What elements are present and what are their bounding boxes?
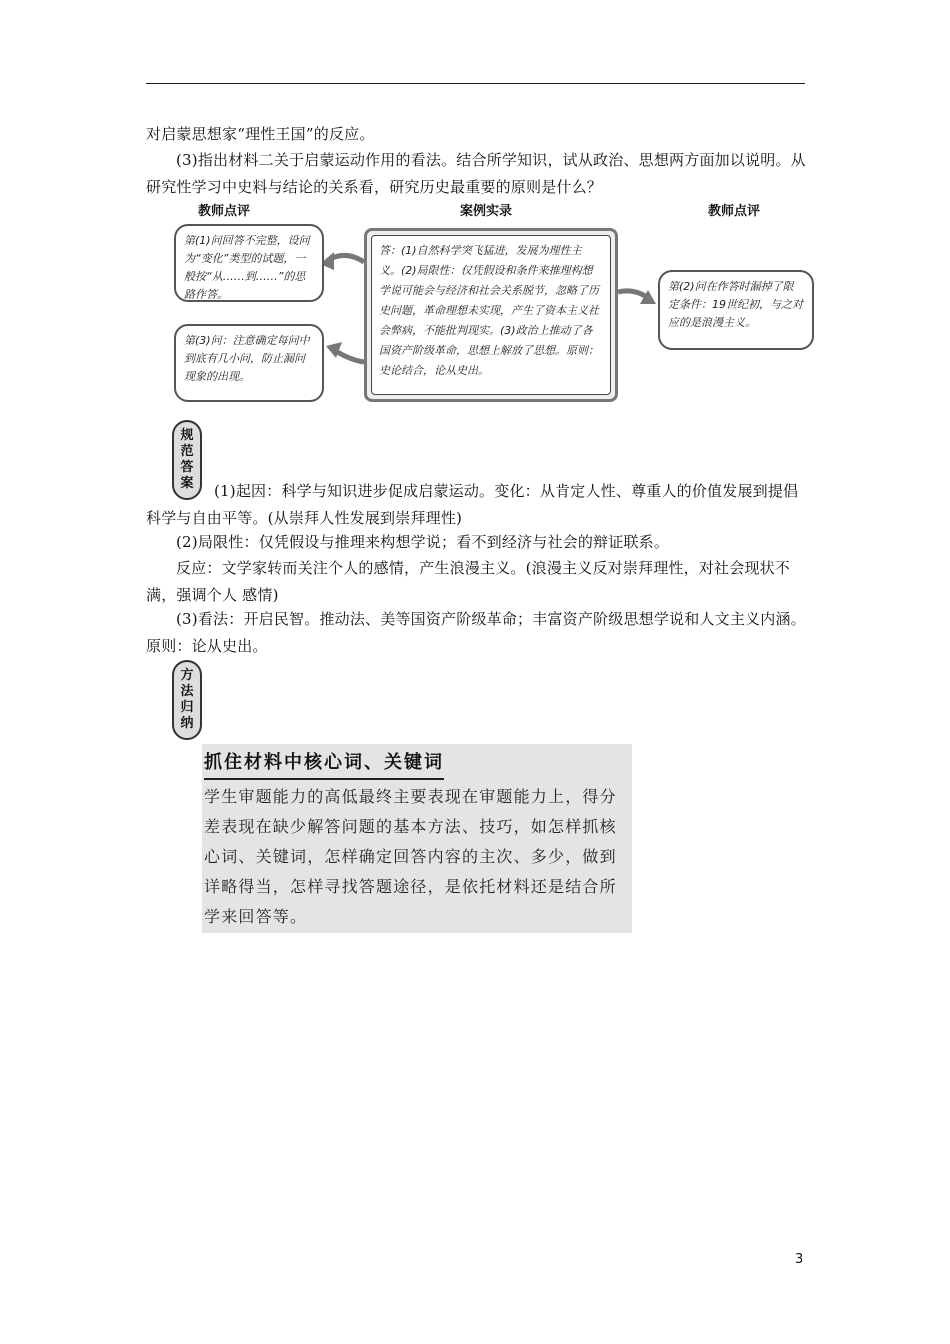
text-line-reaction: 对启蒙思想家“理性王国”的反应。 [146, 125, 375, 143]
head-case-record: 案例实录 [460, 204, 513, 219]
method-box [202, 744, 632, 933]
case-record-text: 答：(1)自然科学突飞猛进，发展为理性主义。(2)局限性：仅凭假设和条件来推理构想学说可能会与经济和社会关系脱节，忽略了历史问题，革命理想未实现，产生了资本主义社会弊病，不能批判现实。(3)政治上推动了各国资产阶级革命，思想上解放了思想。原则：史论结合，论从史出。 [371, 235, 611, 395]
comment-box-right: 第(2)问在作答时漏掉了限定条件：19世纪初，与之对应的是浪漫主义。 [658, 270, 814, 350]
badge-method-summary: 方 法 归 纳 [172, 660, 202, 740]
method-title: 抓住材料中核心词、关键词 [204, 748, 444, 780]
arrow-to-right [618, 291, 648, 298]
answer-1: (1)起因：科学与知识进步促成启蒙运动。变化：从肯定人性、尊重人的价值发展到提倡科学与自由平等。(从崇拜人性发展到崇拜理性) [146, 482, 799, 527]
answer-3: (3)看法：开启民智。推动法、美等国资产阶级革命；丰富资产阶级思想学说和人文主义内涵。原则：论从史出。 [146, 610, 806, 655]
head-teacher-comment-right: 教师点评 [708, 204, 761, 219]
answer-2: (2)局限性：仅凭假设与推理来构想学说；看不到经济与社会的辩证联系。 [176, 533, 670, 551]
question-3: (3)指出材料二关于启蒙运动作用的看法。结合所学知识，试从政治、思想两方面加以说明。从研究性学习中史料与结论的关系看，研究历史最重要的原则是什么？ [146, 151, 806, 196]
badge-standard-answer: 规 范 答 案 [172, 420, 202, 500]
comment-box-top-left: 第(1)问回答不完整，设问为“变化”类型的试题，一般按“从……到……”的思路作答。 [174, 224, 324, 302]
page-number: 3 [795, 1252, 804, 1267]
method-body: 学生审题能力的高低最终主要表现在审题能力上，得分差表现在缺少解答问题的基本方法、技巧，如怎样抓核心词、关键词，怎样确定回答内容的主次、多少，做到详略得当，怎样寻找答题途径，是依托材料还是结合所学来回答等。 [204, 787, 617, 926]
arrow-to-bottom-left [334, 350, 364, 362]
header-rule [146, 83, 805, 84]
case-diagram [150, 200, 815, 415]
head-teacher-comment-left: 教师点评 [198, 204, 251, 219]
case-record-box [364, 228, 618, 402]
answer-2-reaction: 反应：文学家转而关注个人的感情，产生浪漫主义。(浪漫主义反对崇拜理性，对社会现状不满，强调个人 感情) [146, 559, 791, 604]
comment-box-bottom-left: 第(3)问：注意确定每问中到底有几小问，防止漏问现象的出现。 [174, 324, 324, 402]
